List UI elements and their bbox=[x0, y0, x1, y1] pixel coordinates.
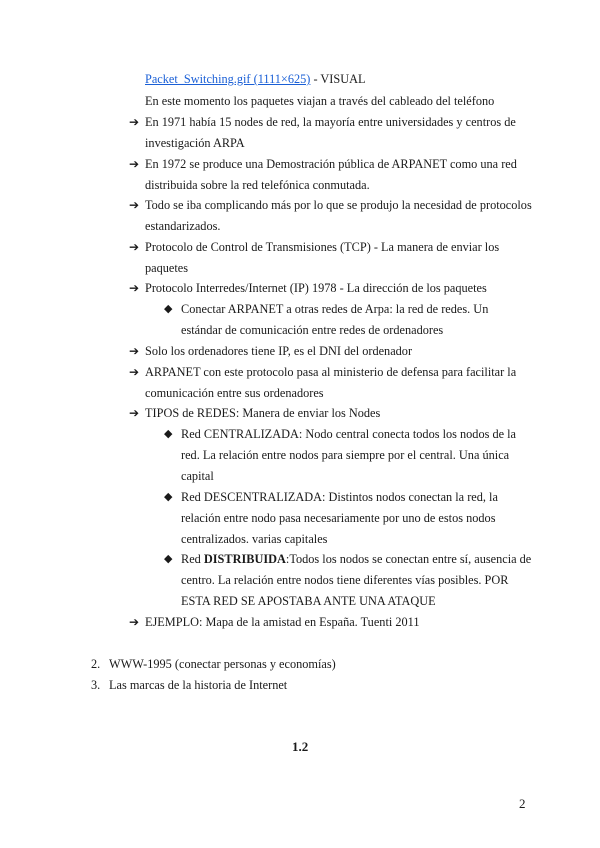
centralizada-line3: capital bbox=[181, 469, 214, 483]
list-number: 2. bbox=[91, 657, 101, 671]
distribuida-bold: DISTRIBUIDA bbox=[203, 552, 286, 566]
bullet-ejemplo-line1: EJEMPLO: Mapa de la amistad en España. Tuenti 2011 bbox=[145, 615, 420, 629]
arrow-icon: ➔ bbox=[129, 615, 140, 629]
bullet-ip-line1: Protocolo Interredes/Internet (IP) 1978 - La dirección de los paquetes bbox=[145, 281, 487, 295]
arrow-icon: ➔ bbox=[129, 115, 140, 129]
bullet-tcp-line1: Protocolo de Control de Transmisiones (TCP) - La manera de enviar los bbox=[145, 240, 500, 254]
distribuida-line2: centro. La relación entre nodos tiene diferentes vías posibles. POR bbox=[181, 573, 509, 587]
bullet-arpanet-line1: ARPANET con este protocolo pasa al ministerio de defensa para facilitar la bbox=[145, 365, 517, 379]
bullet-1972-line1: En 1972 se produce una Demostración pública de ARPANET como una red bbox=[145, 157, 517, 171]
link-suffix: - VISUAL bbox=[310, 72, 366, 86]
arrow-icon: ➔ bbox=[129, 198, 140, 212]
bullet-1971-line2: investigación ARPA bbox=[145, 136, 245, 150]
bullet-tcp-line2: paquetes bbox=[145, 261, 189, 275]
centralizada-line1: Red CENTRALIZADA: Nodo central conecta todos los nodos de la bbox=[181, 427, 517, 441]
diamond-icon: ◆ bbox=[164, 490, 173, 503]
arrow-icon: ➔ bbox=[129, 365, 140, 379]
ip-sub-line2: estándar de comunicación entre redes de ordenadores bbox=[181, 323, 444, 337]
bullet-arpanet-line2: comunicación entre sus ordenadores bbox=[145, 386, 324, 400]
centralizada-line2: red. La relación entre nodos para siempre por el central. Una única bbox=[181, 448, 510, 462]
page-number: 2 bbox=[519, 796, 526, 811]
distribuida-line1 bbox=[181, 552, 531, 566]
arrow-icon: ➔ bbox=[129, 344, 140, 358]
diamond-icon: ◆ bbox=[164, 552, 173, 565]
numbered-item-marcas: Las marcas de la historia de Internet bbox=[109, 678, 288, 692]
bullet-dni-line1: Solo los ordenadores tiene IP, es el DNI del ordenador bbox=[145, 344, 413, 358]
numbered-item-www: WWW-1995 (conectar personas y economías) bbox=[109, 657, 336, 671]
distribuida-rest: :Todos los nodos se conectan entre sí, ausencia de bbox=[285, 552, 532, 566]
bullet-1971-line1: En 1971 había 15 nodes de red, la mayoría entre universidades y centros de bbox=[145, 115, 516, 129]
diamond-icon: ◆ bbox=[164, 302, 173, 315]
bullet-protocolos-line1: Todo se iba complicando más por lo que se produjo la necesidad de protocolos bbox=[145, 198, 532, 212]
intro-line bbox=[145, 72, 366, 86]
descentralizada-line2: relación entre nodo pasa necesariamente por uno de estos nodos bbox=[181, 511, 496, 525]
arrow-icon: ➔ bbox=[129, 281, 140, 295]
list-number: 3. bbox=[91, 678, 101, 692]
descentralizada-line3: centralizados. varias capitales bbox=[181, 532, 328, 546]
intro-note: En este momento los paquetes viajan a través del cableado del teléfono bbox=[145, 94, 495, 108]
packet-switching-link[interactable]: Packet_Switching.gif (1111×625) bbox=[145, 72, 311, 86]
descentralizada-line1: Red DESCENTRALIZADA: Distintos nodos conectan la red, la bbox=[181, 490, 498, 504]
section-label: 1.2 bbox=[292, 739, 309, 754]
bullet-protocolos-line2: estandarizados. bbox=[145, 219, 221, 233]
arrow-icon: ➔ bbox=[129, 406, 140, 420]
bullet-tipos-line1: TIPOS de REDES: Manera de enviar los Nodes bbox=[145, 406, 381, 420]
arrow-icon: ➔ bbox=[129, 240, 140, 254]
distribuida-line3: ESTA RED SE APOSTABA ANTE UNA ATAQUE bbox=[181, 594, 436, 608]
diamond-icon: ◆ bbox=[164, 427, 173, 440]
distribuida-prefix: Red bbox=[181, 552, 204, 566]
arrow-icon: ➔ bbox=[129, 157, 140, 171]
bullet-1972-line2: distribuida sobre la red telefónica conmutada. bbox=[145, 178, 370, 192]
ip-sub-line1: Conectar ARPANET a otras redes de Arpa: la red de redes. Un bbox=[181, 302, 489, 316]
